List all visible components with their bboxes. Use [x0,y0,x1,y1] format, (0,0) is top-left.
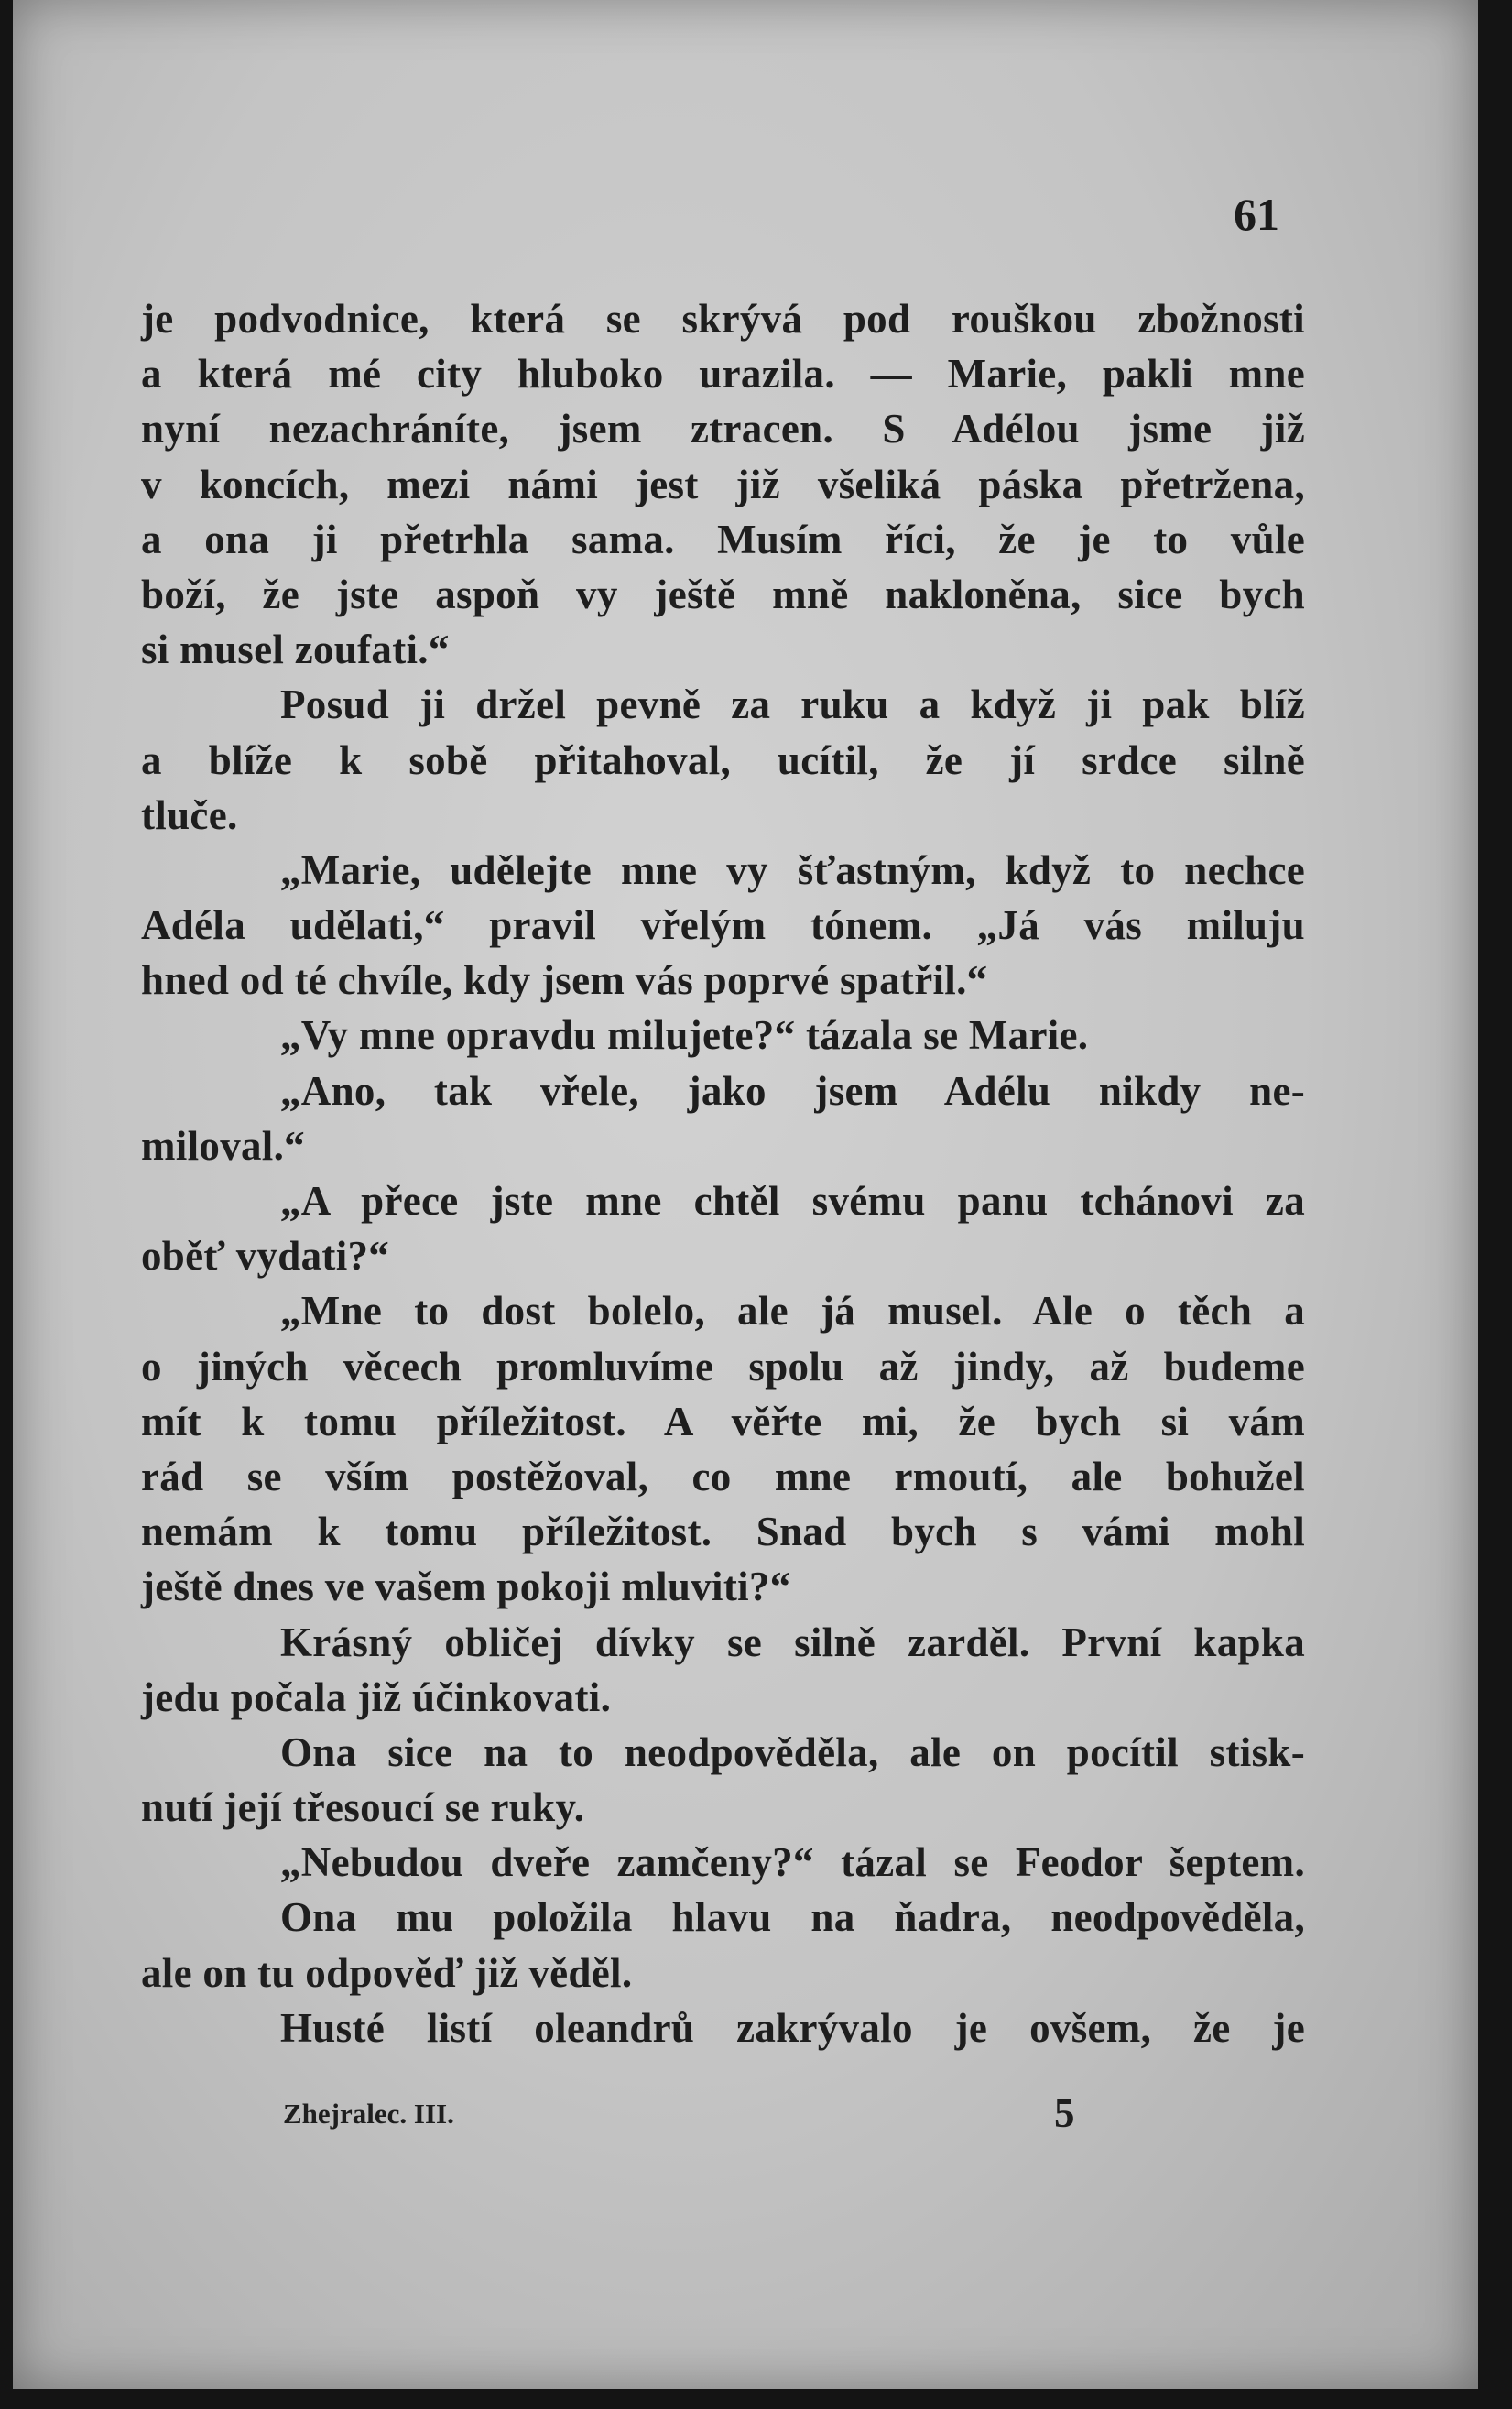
text-line: „Nebudou dveře zamčeny?“ tázal se Feodor šeptem. [280,1839,1305,1886]
text-line: nutí její třesoucí se ruky. [141,1784,585,1831]
text-line: Posud ji držel pevně za ruku a když ji pak blíž [280,681,1305,728]
footer-signature-mark: Zhejralec. III. [283,2098,454,2130]
page-number: 61 [1234,189,1279,240]
text-line: „Mne to dost bolelo, ale já musel. Ale o těch a [280,1288,1305,1335]
text-line: Adéla udělati,“ pravil vřelým tónem. „Já vás miluju [141,902,1305,949]
text-line: miloval.“ [141,1122,305,1169]
text-line: mít k tomu příležitost. A věřte mi, že bych si vám [141,1398,1305,1444]
text-line: „Marie, udělejte mne vy šťastným, když to nechce [280,846,1305,893]
text-line: si musel zoufati.“ [141,627,450,673]
text-line: nemám k tomu příležitost. Snad bych s vámi mohl [141,1509,1305,1555]
text-line: je podvodnice, která se skrývá pod rouškou zbožnosti [141,296,1305,342]
text-line: „Vy mne opravdu milujete?“ tázala se Marie. [280,1012,1089,1059]
text-line: hned od té chvíle, kdy jsem vás poprvé spatřil.“ [141,957,988,1004]
text-line: ale on tu odpověď již věděl. [141,1949,633,1996]
text-line: a ona ji přetrhla sama. Musím říci, že je to vůle [141,516,1305,562]
text-line: a blíže k sobě přitahoval, ucítil, že jí srdce silně [141,736,1305,783]
body-text [141,291,1305,2055]
text-line: o jiných věcech promluvíme spolu až jindy, až budeme [141,1343,1305,1390]
text-line: Ona mu položila hlavu na ňadra, neodpověděla, [280,1894,1305,1941]
text-line: „Ano, tak vřele, jako jsem Adélu nikdy ne- [280,1067,1305,1114]
text-line: a která mé city hluboko urazila. — Marie, pakli mne [141,351,1305,398]
book-page [13,0,1478,2389]
text-line: nyní nezachráníte, jsem ztracen. S Adélou jsme již [141,406,1305,452]
text-line: v koncích, mezi námi jest již všeliká páska přetržena, [141,461,1305,507]
text-line: ještě dnes ve vašem pokoji mluviti?“ [141,1564,791,1610]
text-line: jedu počala již účinkovati. [141,1673,612,1720]
text-line: „A přece jste mne chtěl svému panu tchánovi za [280,1178,1305,1224]
text-line: rád se vším postěžoval, co mne rmoutí, ale bohužel [141,1453,1305,1499]
text-line: Krásný obličej dívky se silně zarděl. První kapka [280,1619,1305,1665]
text-line: tluče. [141,791,238,838]
text-line: boží, že jste aspoň vy ještě mně nakloněna, sice bych [141,571,1305,617]
text-line: Husté listí oleandrů zakrývalo je ovšem, že je [280,2004,1305,2051]
footer-sheet-number: 5 [1054,2090,1075,2136]
text-line: Ona sice na to neodpověděla, ale on pocítil stisk- [280,1728,1305,1775]
text-line: oběť vydati?“ [141,1233,390,1280]
